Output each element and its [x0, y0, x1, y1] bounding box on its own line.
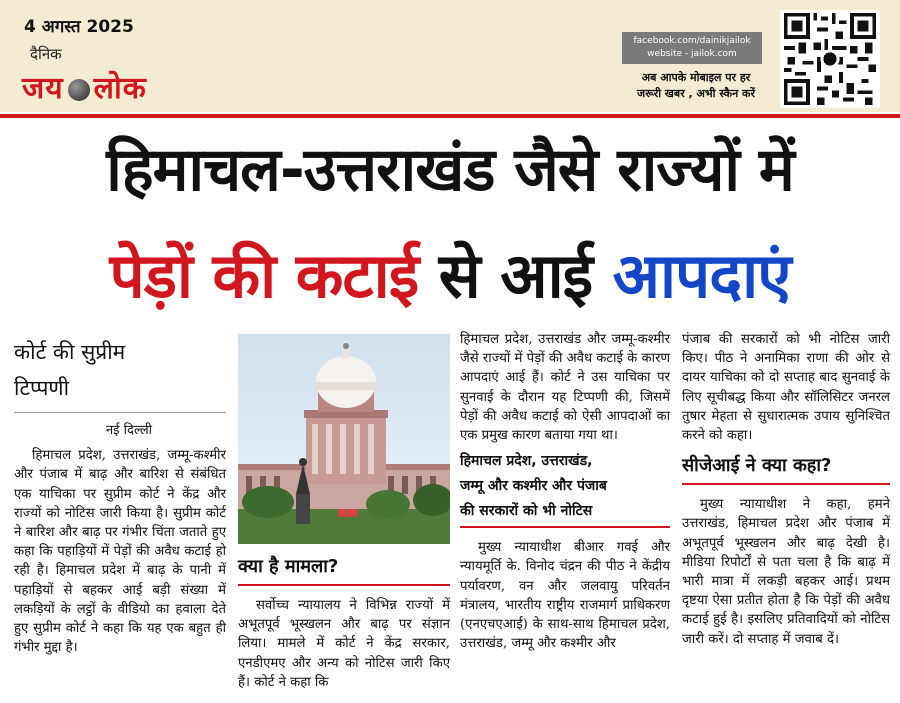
headline-line2 [0, 232, 900, 316]
globe-icon [68, 79, 90, 101]
masthead [0, 0, 900, 112]
website-link[interactable]: website - jailok.com [647, 49, 737, 59]
subhead-line3: की सरकारों को भी नोटिस [460, 503, 593, 520]
scan-prompt [622, 70, 770, 102]
newspaper-logo [22, 66, 147, 107]
column1-body: हिमाचल प्रदेश, उत्तराखंड, जम्मू-कश्मीर और पंजाब में बाढ़ और बारिश से संबंधित एक याचिका पर सुप्रीम कोर्ट ने केंद्र और राज्यों को नोटिस जारी किया है। सुप्रीम कोर्ट ने बारिश और बाढ़ पर गंभीर चिंता जताते हुए कहा कि पहाड़ियों में पेड़ों की अवैध कटाई हो रही है। हिमाचल प्रदेश में बाढ़ के पानी में पहाड़ियों से बहकर आई बड़ी संख्या में लकड़ियों के लट्ठों के वीडियो का हवाला देते हुए सुप्रीम कोर्ट ने कहा कि यह एक बहुत ही गंभीर मुद्दा है। [14, 448, 226, 656]
logo-right-text: लोक [93, 71, 147, 106]
kicker-line1: कोर्ट की सुप्रीम [14, 340, 126, 364]
subhead-line1: हिमाचल प्रदेश, उत्तराखंड, [460, 453, 593, 470]
column3-body-2: मुख्य न्यायाधीश बीआर गवई और न्यायमूर्ति के. विनोद चंद्रन की पीठ ने केंद्रीय पर्यावरण, वन और जलवायु परिवर्तन मंत्रालय, भारतीय राष्ट्रीय राजमार्ग प्राधिकरण (एनएचएआई) के साथ-साथ हिमाचल प्रदेश, उत्तराखंड, जम्मू और कश्मीर और [460, 540, 670, 652]
facebook-link[interactable]: facebook.com/dainikjailok [633, 36, 751, 46]
daily-label: दैनिक [30, 45, 62, 63]
kicker-line2: टिप्पणी [14, 376, 70, 400]
headline-line1: हिमाचल-उत्तराखंड जैसे राज्यों में [106, 135, 794, 205]
article-column-2 [238, 334, 450, 692]
column4-body-2: मुख्य न्यायाधीश ने कहा, हमने उत्तराखंड, हिमाचल प्रदेश और पंजाब में अभूतपूर्व भूस्खलन और बाढ़ देखी है। मीडिया रिपोर्टों से पता चला है कि बाढ़ में भारी मात्रा में लकड़ी बहकर आई। प्रथम दृष्टया ऐसा प्रतीत होता है कि पेड़ों की अवैध कटाई हुई है। इसलिए प्रतिवादियों को नोटिस जारी करें। दो सप्ताह में जवाब दें। [682, 497, 890, 647]
kicker-rule [14, 412, 226, 413]
column3-body-1: हिमाचल प्रदेश, उत्तराखंड और जम्मू-कश्मीर जैसे राज्यों में पेड़ों की अवैध कटाई के कारण आपदाएं आई हैं। कोर्ट ने उस याचिका पर सुनवाई के दौरान यह टिप्पणी की, जिसमें पेड़ों की अवैध कटाई को ऐसी आपदाओं का एक प्रमुख कारण बताया गया था। [460, 332, 670, 444]
kicker-heading [14, 334, 226, 406]
issue-date: 4 अगस्त 2025 [24, 17, 134, 37]
article-column-1 [14, 334, 226, 657]
column2-body: सर्वोच्च न्यायालय ने विभिन्न राज्यों में अभूतपूर्व भूस्खलन और बाढ़ पर संज्ञान लिया। मामले में कोर्ट ने केंद्र सरकार, एनडीएमए और अन्य को नोटिस जारी किए हैं। कोर्ट ने कहा कि [238, 598, 450, 690]
article-column-4 [682, 330, 890, 649]
headline-black-part: से आई [438, 239, 593, 312]
article-column-3 [460, 330, 670, 653]
dateline: नई दिल्ली [105, 423, 152, 438]
subhead-line2: जम्मू और कश्मीर और पंजाब [460, 478, 607, 495]
supreme-court-photo [238, 334, 450, 544]
masthead-divider [0, 114, 900, 118]
headline-blue-part: आपदाएं [612, 239, 791, 312]
contact-box [622, 32, 762, 64]
subhead-kya-hai-mamla: क्या है मामला? [238, 552, 450, 586]
column4-body-1: पंजाब की सरकारों को भी नोटिस जारी किए। पीठ ने अनामिका राणा की ओर से दायर याचिका को दो सप्ताह बाद सुनवाई के लिए सूचीबद्ध किया और सॉलिसिटर जनरल तुषार मेहता से सुधारात्मक उपाय सुनिश्चित करने को कहा। [682, 332, 890, 444]
qr-code-icon[interactable] [780, 10, 880, 108]
headline-red-part: पेड़ों की कटाई [109, 239, 419, 312]
subhead-cji-ne-kya-kaha: सीजेआई ने क्या कहा? [682, 451, 890, 485]
subhead-notice-to-states [460, 449, 670, 528]
logo-left-text: जय [22, 71, 64, 106]
scan-prompt-line2: जरूरी खबर , अभी स्कैन करें [637, 87, 755, 100]
scan-prompt-line1: अब आपके मोबाइल पर हर [641, 71, 751, 84]
